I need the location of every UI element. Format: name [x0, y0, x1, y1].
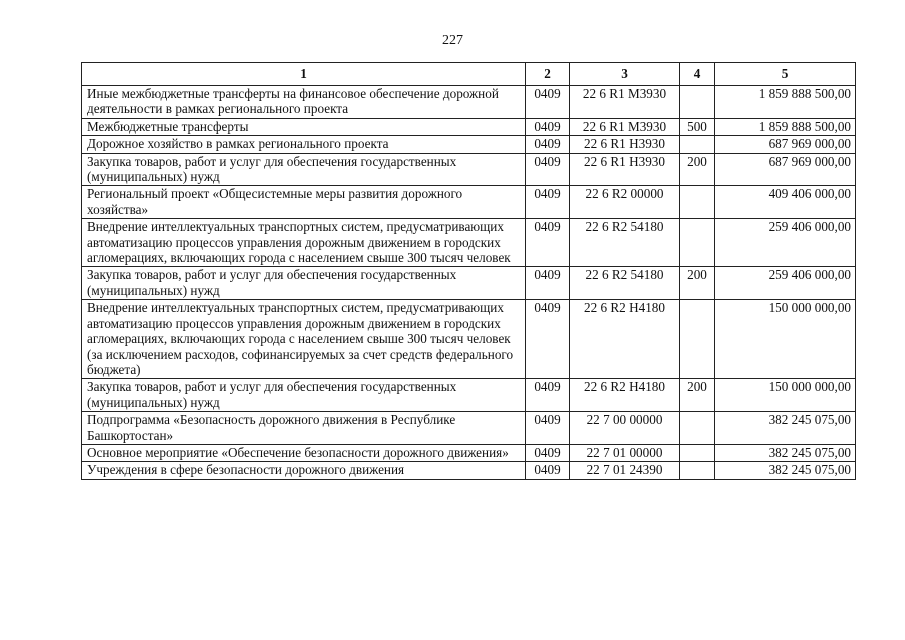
row-type-cell: 200	[680, 153, 715, 186]
table-row	[82, 219, 856, 267]
page-number: 227	[442, 33, 463, 48]
row-type-cell	[680, 186, 715, 219]
row-amount-cell: 150 000 000,00	[715, 379, 856, 412]
row-section-cell: 0409	[526, 444, 570, 461]
table-row	[82, 300, 856, 379]
row-section-cell: 0409	[526, 186, 570, 219]
table-row	[82, 153, 856, 186]
table-row	[82, 267, 856, 300]
row-target-cell: 22 6 R2 Н4180	[570, 300, 680, 379]
row-target-cell: 22 6 R2 00000	[570, 186, 680, 219]
row-section-cell: 0409	[526, 412, 570, 445]
row-name-cell: Внедрение интеллектуальных транспортных систем, предусматривающих автоматизацию процессов управления дорожным движением в городских агломерациях, включающих города с населением свыше 300 тысяч человек (за исключением расходов, софинансируемых за счет средств федерального бюджета)	[82, 300, 526, 379]
table-row	[82, 444, 856, 461]
row-amount-cell: 1 859 888 500,00	[715, 86, 856, 119]
table-row	[82, 412, 856, 445]
row-type-cell	[680, 219, 715, 267]
table-row	[82, 379, 856, 412]
header-col-5: 5	[715, 63, 856, 86]
row-type-cell: 200	[680, 379, 715, 412]
header-row	[82, 63, 856, 86]
row-name-cell: Иные межбюджетные трансферты на финансовое обеспечение дорожной деятельности в рамках регионального проекта	[82, 86, 526, 119]
row-name-cell: Внедрение интеллектуальных транспортных систем, предусматривающих автоматизацию процессов управления дорожным движением в городских агломерациях, включающих города с населением свыше 300 тысяч человек	[82, 219, 526, 267]
row-amount-cell: 687 969 000,00	[715, 153, 856, 186]
row-section-cell: 0409	[526, 219, 570, 267]
header-col-4: 4	[680, 63, 715, 86]
row-amount-cell: 382 245 075,00	[715, 412, 856, 445]
row-amount-cell: 687 969 000,00	[715, 136, 856, 153]
row-section-cell: 0409	[526, 462, 570, 479]
header-col-3: 3	[570, 63, 680, 86]
row-name-cell: Межбюджетные трансферты	[82, 118, 526, 135]
table-row	[82, 186, 856, 219]
row-name-cell: Закупка товаров, работ и услуг для обеспечения государственных (муниципальных) нужд	[82, 267, 526, 300]
row-type-cell: 200	[680, 267, 715, 300]
row-name-cell: Региональный проект «Общесистемные меры развития дорожного хозяйства»	[82, 186, 526, 219]
table-body	[82, 86, 856, 480]
row-name-cell: Дорожное хозяйство в рамках регионального проекта	[82, 136, 526, 153]
row-amount-cell: 150 000 000,00	[715, 300, 856, 379]
row-target-cell: 22 6 R2 54180	[570, 219, 680, 267]
row-target-cell: 22 6 R2 Н4180	[570, 379, 680, 412]
row-type-cell	[680, 444, 715, 461]
header-col-2: 2	[526, 63, 570, 86]
table-row	[82, 136, 856, 153]
row-name-cell: Учреждения в сфере безопасности дорожного движения	[82, 462, 526, 479]
table-header	[82, 63, 856, 86]
row-name-cell: Подпрограмма «Безопасность дорожного движения в Республике Башкортостан»	[82, 412, 526, 445]
table-row	[82, 86, 856, 119]
row-amount-cell: 259 406 000,00	[715, 219, 856, 267]
row-amount-cell: 259 406 000,00	[715, 267, 856, 300]
row-type-cell: 500	[680, 118, 715, 135]
row-name-cell: Основное мероприятие «Обеспечение безопасности дорожного движения»	[82, 444, 526, 461]
row-section-cell: 0409	[526, 86, 570, 119]
row-section-cell: 0409	[526, 153, 570, 186]
row-amount-cell: 382 245 075,00	[715, 444, 856, 461]
row-section-cell: 0409	[526, 300, 570, 379]
row-target-cell: 22 6 R1 М3930	[570, 86, 680, 119]
row-section-cell: 0409	[526, 379, 570, 412]
row-amount-cell: 1 859 888 500,00	[715, 118, 856, 135]
row-amount-cell: 409 406 000,00	[715, 186, 856, 219]
budget-table	[81, 62, 856, 480]
row-section-cell: 0409	[526, 136, 570, 153]
row-name-cell: Закупка товаров, работ и услуг для обеспечения государственных (муниципальных) нужд	[82, 153, 526, 186]
row-target-cell: 22 6 R1 Н3930	[570, 136, 680, 153]
table-row	[82, 462, 856, 479]
row-type-cell	[680, 412, 715, 445]
row-amount-cell: 382 245 075,00	[715, 462, 856, 479]
row-target-cell: 22 7 00 00000	[570, 412, 680, 445]
row-type-cell	[680, 136, 715, 153]
row-target-cell: 22 7 01 24390	[570, 462, 680, 479]
row-target-cell: 22 6 R1 Н3930	[570, 153, 680, 186]
row-section-cell: 0409	[526, 267, 570, 300]
row-type-cell	[680, 86, 715, 119]
row-type-cell	[680, 300, 715, 379]
row-section-cell: 0409	[526, 118, 570, 135]
row-type-cell	[680, 462, 715, 479]
row-target-cell: 22 6 R2 54180	[570, 267, 680, 300]
row-target-cell: 22 6 R1 М3930	[570, 118, 680, 135]
table-row	[82, 118, 856, 135]
header-col-1: 1	[82, 63, 526, 86]
row-target-cell: 22 7 01 00000	[570, 444, 680, 461]
row-name-cell: Закупка товаров, работ и услуг для обеспечения государственных (муниципальных) нужд	[82, 379, 526, 412]
